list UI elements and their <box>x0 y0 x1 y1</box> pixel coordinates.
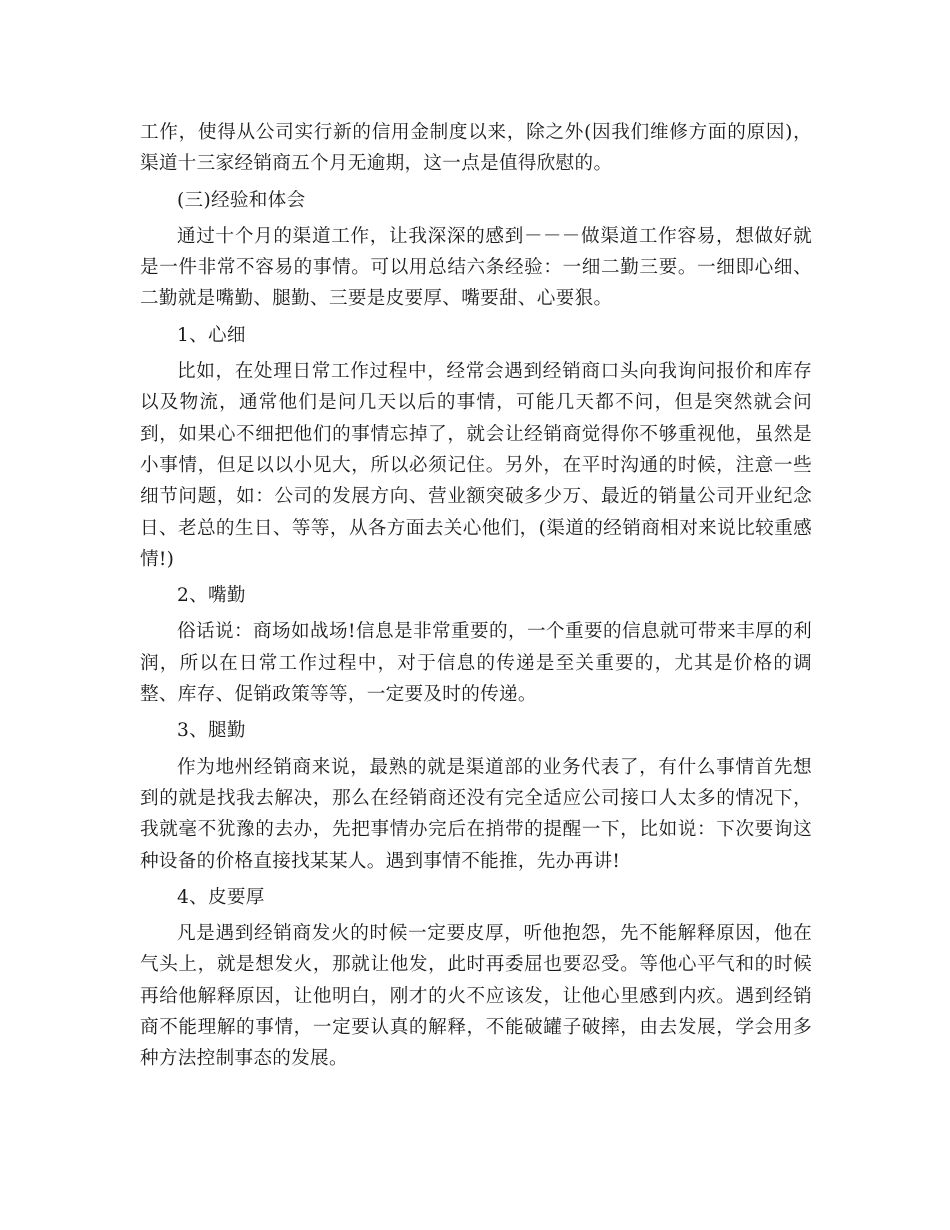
heading-diligent-legs: 3、腿勤 <box>177 720 246 742</box>
paragraph-diligent-legs: 作为地州经销商来说，最熟的就是渠道部的业务代表了，有什么事情首先想到的就是找我去解决，那么在经销商还没有完全适应公司接口人太多的情况下，我就毫不犹豫的去办，先把事情办完后在捎带的提醒一下，比如说：下次要询这种设备的价格直接找某某人。遇到事情不能推，先办再讲! <box>140 756 812 872</box>
paragraph-careful: 比如，在处理日常工作过程中，经常会遇到经销商口头向我询问报价和库存以及物流，通常他们是问几天以后的事情，可能几天都不问，但是突然就会问到，如果心不细把他们的事情忘掉了，就会让经销商觉得你不够重视他，虽然是小事情，但足以以小见大，所以必须记住。另外，在平时沟通的时候，注意一些细节问题，如：公司的发展方向、营业额突破多少万、最近的销量公司开业纪念日、老总的生日、等等，从各方面去关心他们，(渠道的经销商相对来说比较重感情!) <box>140 361 812 570</box>
paragraph-experience-intro: 通过十个月的渠道工作，让我深深的感到－－－做渠道工作容易，想做好就是一件非常不容易的事情。可以用总结六条经验：一细二勤三要。一细即心细、二勤就是嘴勤、腿勤、三要是皮要厚、嘴要甜、心要狠。 <box>140 225 812 310</box>
heading-thick-skin: 4、皮要厚 <box>177 886 265 908</box>
paragraph-thick-skin: 凡是遇到经销商发火的时候一定要皮厚，听他抱怨，先不能解释原因，他在气头上，就是想发火，那就让他发，此时再委屈也要忍受。等他心平气和的时候再给他解释原因，让他明白，刚才的火不应该发，让他心里感到内疚。遇到经销商不能理解的事情，一定要认真的解释，不能破罐子破摔，由去发展，学会用多种方法控制事态的发展。 <box>140 923 812 1070</box>
heading-diligent-mouth: 2、嘴勤 <box>177 585 246 607</box>
paragraph-continued: 工作，使得从公司实行新的信用金制度以来，除之外(因我们维修方面的原因)，渠道十三家经销商五个月无逾期，这一点是值得欣慰的。 <box>140 122 812 175</box>
paragraph-diligent-mouth: 俗话说：商场如战场!信息是非常重要的，一个重要的信息就可带来丰厚的利润，所以在日常工作过程中，对于信息的传递是至关重要的，尤其是价格的调整、库存、促销政策等等，一定要及时的传递。 <box>140 621 812 706</box>
section-heading-experience: (三)经验和体会 <box>177 189 306 211</box>
document-body <box>140 117 812 1075</box>
heading-careful: 1、心细 <box>177 324 246 346</box>
